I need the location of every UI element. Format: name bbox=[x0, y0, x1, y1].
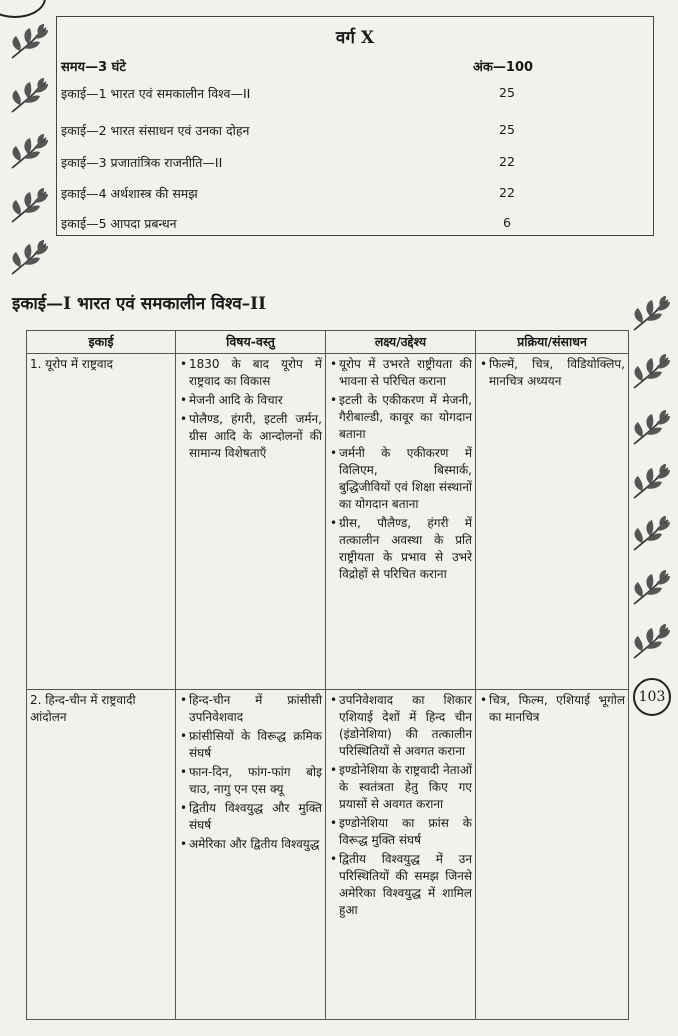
list-item: • पोलैण्ड, हंगरी, इटली जर्मन, ग्रीस आदि के आन्दोलनों की सामान्य विशेषताएँ bbox=[189, 411, 322, 462]
list-item: • फिल्में, चित्र, विडियोक्लिप, मानचित्र अध्ययन bbox=[489, 356, 625, 390]
leaf-decoration-icon bbox=[630, 622, 674, 662]
syllabus-summary-box bbox=[56, 16, 654, 236]
unit-marks: 22 bbox=[499, 185, 515, 200]
column-header: लक्ष्य/उद्देश्य bbox=[326, 331, 476, 354]
leaf-decoration-icon bbox=[630, 352, 674, 392]
summary-row bbox=[57, 122, 653, 142]
list-item: • जर्मनी के एकीकरण में विलिएम, बिस्मार्क, बुद्धिजीवियों एवं शिक्षा संस्थानों का योगदान बताना bbox=[339, 445, 472, 513]
unit-name: इकाई—4 अर्थशास्त्र की समझ bbox=[61, 186, 198, 201]
leaf-decoration-icon bbox=[8, 186, 52, 226]
unit-marks: 25 bbox=[499, 85, 515, 100]
content-cell bbox=[176, 354, 326, 690]
summary-row bbox=[57, 85, 653, 105]
unit-name: इकाई—2 भारत संसाधन एवं उनका दोहन bbox=[61, 123, 250, 138]
marks-label: अंक—100 bbox=[473, 60, 534, 75]
list-item: • यूरोप में उभरते राष्ट्रीयता की भावना से परिचित कराना bbox=[339, 356, 472, 390]
resources-cell bbox=[476, 354, 629, 690]
leaf-decoration-icon bbox=[8, 238, 52, 278]
class-title: वर्ग X bbox=[335, 28, 375, 48]
summary-row bbox=[57, 215, 653, 235]
page-number: 103 bbox=[633, 678, 671, 716]
list-item: • अमेरिका और द्वितीय विश्वयुद्ध bbox=[189, 836, 322, 853]
list-item: • द्वितीय विश्वयुद्ध में उन परिस्थितियों की समझ जिनसे अमेरिका विश्वयुद्ध में शामिल हुआ bbox=[339, 851, 472, 919]
unit-heading: इकाई—I भारत एवं समकालीन विश्व–II bbox=[12, 294, 267, 314]
list-item: • उपनिवेशवाद का शिकार एशियाई देशों में हिन्द चीन (इंडोनेशिया) की तत्कालीन परिस्थितियों से अवगत कराना bbox=[339, 692, 472, 760]
list-item: • इटली के एकीकरण में मेजनी, गैरीबाल्डी, कावूर का योगदान बताना bbox=[339, 392, 472, 443]
list-item: • हिन्द-चीन में फ्रांसीसी उपनिवेशवाद bbox=[189, 692, 322, 726]
list-item: • द्वितीय विश्वयुद्ध और मुक्ति संघर्ष bbox=[189, 800, 322, 834]
leaf-decoration-icon bbox=[630, 408, 674, 448]
list-item: • चित्र, फिल्म, एशियाई भूगोल का मानचित्र bbox=[489, 692, 625, 726]
leaf-decoration-icon bbox=[8, 22, 52, 62]
leaf-decoration-icon bbox=[8, 76, 52, 116]
leaf-decoration-icon bbox=[630, 294, 674, 334]
resources-cell bbox=[476, 690, 629, 1020]
leaf-decoration-icon bbox=[630, 514, 674, 554]
unit-name: इकाई—1 भारत एवं समकालीन विश्व—II bbox=[61, 86, 251, 101]
list-item: • फान-दिन, फांग-फांग बोइ चाउ, नागु एन एस क्यू bbox=[189, 764, 322, 798]
unit-name: इकाई—5 आपदा प्रबन्धन bbox=[61, 216, 177, 231]
list-item: • इण्डोनेशिया के राष्ट्रवादी नेताओं के स्वतंत्रता हेतु किए गए प्रयासों से अवगत कराना bbox=[339, 762, 472, 813]
unit-marks: 22 bbox=[499, 154, 515, 169]
list-item: • फ्रांसीसियों के विरूद्ध क्रमिक संघर्ष bbox=[189, 728, 322, 762]
unit-cell: 1. यूरोप में राष्ट्रवाद bbox=[27, 354, 176, 690]
table-row bbox=[27, 690, 629, 1020]
table-header-row bbox=[27, 331, 629, 354]
page-corner-circle bbox=[0, 0, 46, 18]
list-item: • मेजनी आदि के विचार bbox=[189, 392, 322, 409]
leaf-decoration-icon bbox=[630, 462, 674, 502]
column-header: प्रक्रिया/संसाधन bbox=[476, 331, 629, 354]
table-row bbox=[27, 354, 629, 690]
summary-row bbox=[57, 185, 653, 205]
syllabus-table bbox=[26, 330, 629, 1020]
list-item: • ग्रीस, पौलैण्ड, हंगरी में तत्कालीन अवस्था के प्रति राष्ट्रीयता के प्रभाव से उभरे विद्रोहों से परिचित कराना bbox=[339, 515, 472, 583]
unit-cell: 2. हिन्द-चीन में राष्ट्रवादी आंदोलन bbox=[27, 690, 176, 1020]
list-item: • 1830 के बाद यूरोप में राष्ट्रवाद का विकास bbox=[189, 356, 322, 390]
leaf-decoration-icon bbox=[8, 132, 52, 172]
content-cell bbox=[176, 690, 326, 1020]
leaf-decoration-icon bbox=[630, 568, 674, 608]
list-item: • इण्डोनेशिया का फ्रांस के विरूद्ध मुक्ति संघर्ष bbox=[339, 815, 472, 849]
time-label: समय—3 घंटे bbox=[61, 60, 126, 75]
unit-name: इकाई—3 प्रजातांत्रिक राजनीति—II bbox=[61, 155, 223, 170]
summary-row bbox=[57, 154, 653, 174]
unit-marks: 25 bbox=[499, 122, 515, 137]
column-header: इकाई bbox=[27, 331, 176, 354]
objectives-cell bbox=[326, 354, 476, 690]
unit-marks: 6 bbox=[503, 215, 511, 230]
column-header: विषय-वस्तु bbox=[176, 331, 326, 354]
objectives-cell bbox=[326, 690, 476, 1020]
